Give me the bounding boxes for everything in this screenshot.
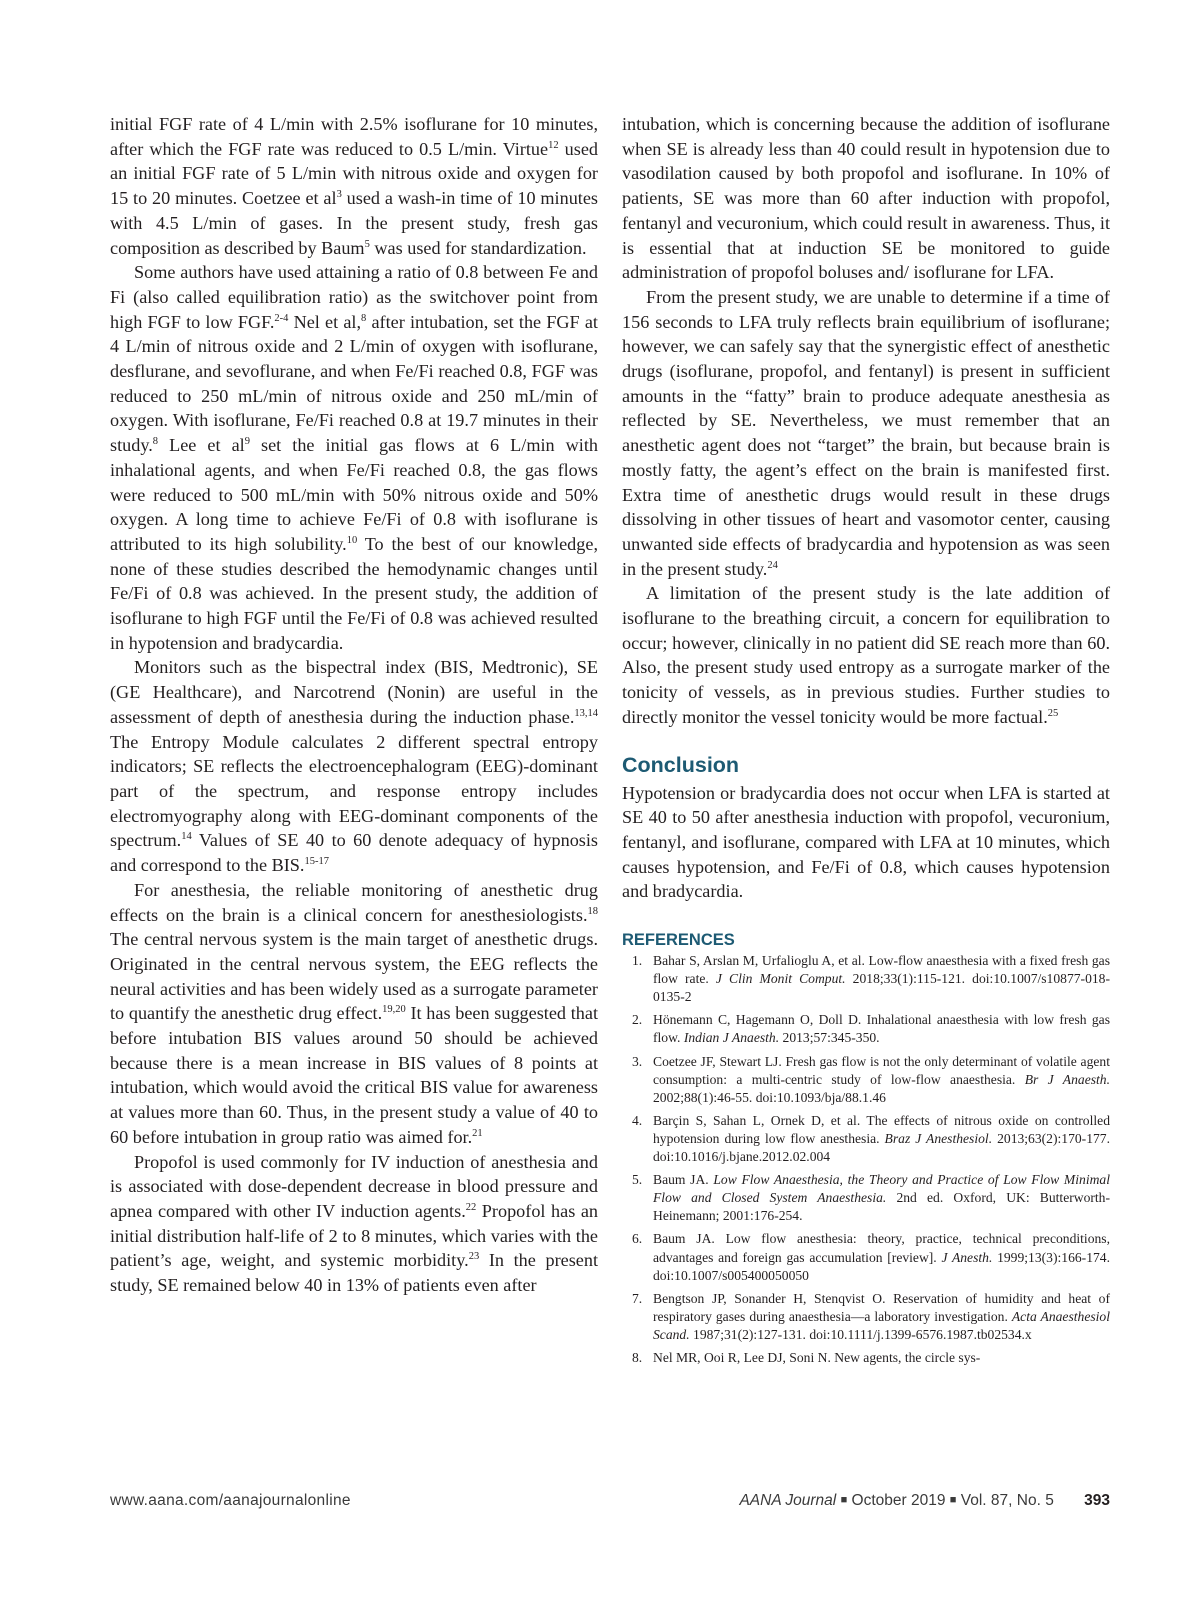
body-paragraph: Monitors such as the bispectral index (BIS, Medtronic), SE (GE Healthcare), and Narcotrend (Nonin) are useful in the assessment of depth of anesthesia during the induction phase.$^{13,14}$ The Entropy Module calculates 2 different spectral entropy indicators; SE reflects the electroencephalogram (EEG)-dominant part of the spectrum, and response entropy includes electromyography along with EEG-dominant components of the spectrum.$^{14}$ Values of SE 40 to 60 denote adequacy of hypnosis and correspond to the BIS.$^{15-17}$: [110, 657, 598, 876]
reference-item: 1. Bahar S, Arslan M, Urfalioglu A, et al. Low-flow anaesthesia with a fixed fresh gas flow rate. J Clin Monit Comput. 2018;33(1):115-121. doi:10.1007/s10877-018-0135-2: [632, 953, 1110, 1005]
references-heading: REFERENCES: [622, 931, 735, 950]
reference-number: 2.: [632, 1012, 643, 1028]
body-paragraph: initial FGF rate of 4 L/min with 2.5% isoflurane for 10 minutes, after which the FGF rate was reduced to 0.5 L/min. Virtue$^{12}$ used an initial FGF rate of 5 L/min with nitrous oxide and oxygen for 15 to 20 minutes. Coetzee et $al^3$ used a wash-in time of 10 minutes with 4.5 L/min of gases. In the present study, fresh gas composition as described by Baum$^5$ was used for standardization.: [110, 114, 598, 258]
citation-superscript: 25: [1047, 707, 1059, 719]
footer-separator: ■: [949, 1494, 957, 1506]
conclusion-paragraph: Hypotension or bradycardia does not occur when LFA is started at SE 40 to 50 after anesthesia induction with propofol, vecuronium, fentanyl, and isoflurane, compared with LFA at 10 minutes, which causes hypotension, and Fe/Fi of 0.8, which causes hypotension and bradycardia.: [622, 782, 1110, 902]
footer-separator: ■: [840, 1494, 848, 1506]
reference-item: 6. Baum JA. Low flow anesthesia: theory, practice, technical preconditions, advantages and foreign gas accumulation [review]. J Anesth. 1999;13(3):166-174. doi:10.1007/s005400050050: [632, 1231, 1110, 1283]
citation-superscript: 21: [472, 1127, 483, 1139]
citation-superscript: 13,14: [574, 707, 598, 719]
body-paragraph: intubation, which is concerning because the addition of isoflurane when SE is already less than 40 could result in hypotension due to vasodilation caused by both propofol and isoflurane. In 10% of patients, SE was more than 60 after induction with propofol, fentanyl and vecuronium, which could result in awareness. Thus, it is essential that at induction SE be monitored to guide administration of propofol boluses and/ isoflurane for LFA.: [622, 114, 1110, 283]
citation-superscript: 19,20: [382, 1004, 406, 1016]
body-paragraph: A limitation of the present study is the late addition of isoflurane to the breathing circuit, a concern for equilibration to occur; however, clinically in no patient did SE reach more than 60. Also, the present study used entropy as a surrogate marker of the tonicity of vessels, as in previous studies. Further studies to directly monitor the vessel tonicity would be more factual.$^{25}$: [622, 583, 1110, 727]
citation-superscript: 10: [346, 534, 358, 546]
citation-superscript: 3: [336, 189, 342, 201]
citation-superscript: 2-4: [274, 312, 289, 324]
right-column: [622, 112, 1110, 1372]
reference-number: 4.: [632, 1112, 643, 1128]
citation-superscript: 22: [465, 1201, 477, 1213]
footer-volume: Vol. 87, No. 5: [960, 1492, 1054, 1509]
footer-citation: [622, 1492, 1110, 1510]
body-paragraph: Propofol is used commonly for IV induction of anesthesia and is associated with dose-dependent decrease in blood pressure and apnea compared with other IV induction agents.$^{22}$ Propofol has an initial distribution half-life of 2 to 8 minutes, which varies with the patient’s age, weight, and systemic morbidity.$^{23}$ In the present study, SE remained below 40 in 13% of patients even after: [110, 1151, 599, 1296]
reference-item: 7. Bengtson JP, Sonander H, Stenqvist O. Reservation of humidity and heat of respiratory gases during anaesthesia—a laboratory investigation. Acta Anaesthesiol Scand. 1987;31(2):127-131. doi:10.1111/j.1399-6576.1987.tb02534.x: [632, 1290, 1110, 1342]
reference-item: 4. Barçin S, Sahan L, Ornek D, et al. The effects of nitrous oxide on controlled hypotension during low flow anesthesia. Braz J Anesthesiol. 2013;63(2):170-177. doi:10.1016/j.bjane.2012.02.004: [632, 1112, 1110, 1165]
references-list: [622, 952, 1110, 1367]
reference-number: 7.: [632, 1290, 643, 1306]
citation-superscript: 23: [468, 1251, 480, 1263]
citation-superscript: 15-17: [304, 856, 329, 868]
citation-superscript: 8: [152, 436, 159, 448]
reference-number: 5.: [632, 1172, 643, 1188]
journal-title: J Clin Monit Comput.: [715, 971, 846, 987]
journal-title: Indian J Anaesth.: [683, 1030, 780, 1046]
footer-date: October 2019: [851, 1492, 946, 1509]
journal-title: Br J Anaesth.: [1024, 1071, 1111, 1087]
journal-title: Braz J Anesthesiol.: [884, 1130, 993, 1146]
journal-title: Low Flow Anaesthesia, the Theory and Practice of Low Flow Minimal Flow and Closed System Anaesthesia.: [653, 1172, 1110, 1206]
reference-item: 3. Coetzee JF, Stewart LJ. Fresh gas flow is not the only determinant of volatile agent consumption: a multi-centric study of low-flow anaesthesia. Br J Anaesth. 2002;88(1):46-55. doi:10.1093/bja/88.1.46: [632, 1053, 1111, 1105]
reference-number: 3.: [632, 1053, 643, 1069]
footer-journal: AANA Journal: [739, 1492, 837, 1509]
reference-number: 6.: [632, 1231, 643, 1247]
citation-superscript: 9: [244, 436, 250, 448]
body-paragraph: Some authors have used attaining a ratio of 0.8 between Fe and Fi (also called equilibration ratio) as the switchover point from high FGF to low FGF.$^{2-4}$ Nel et al,$^8$ after intubation, set the FGF at 4 L/min of nitrous oxide and 2 L/min of oxygen with isoflurane, desflurane, and sevoflurane, and when Fe/Fi reached 0.8, FGF was reduced to 250 mL/min of nitrous oxide and 250 mL/min of oxygen. With isoflurane, Fe/Fi reached 0.8 at 19.7 minutes in their study.$^8$ Lee et $al^9$ set the initial gas flows at 6 L/min with inhalational agents, and when Fe/Fi reached 0.8, the gas flows were reduced to 500 mL/min with 50% nitrous oxide and 50% oxygen. A long time to achieve Fe/Fi of 0.8 with isoflurane is attributed to its high solubility.$^{10}$ To the best of our knowledge, none of these studies described the hemodynamic changes until Fe/Fi of 0.8 was achieved. In the present study, the addition of isoflurane to high FGF until the Fe/Fi of 0.8 was achieved resulted in hypotension and bradycardia.: [110, 262, 598, 653]
journal-title: J Anesth.: [941, 1249, 993, 1265]
left-column: [110, 112, 598, 1298]
citation-superscript: 12: [548, 139, 559, 151]
journal-title: Acta Anaesthesiol Scand.: [653, 1308, 1110, 1342]
footer-url: www.aana.com/aanajournalonline: [110, 1492, 351, 1509]
citation-superscript: 14: [181, 831, 192, 843]
page-number: 393: [1084, 1492, 1110, 1509]
citation-superscript: 18: [587, 905, 598, 917]
citation-superscript: 24: [767, 559, 778, 571]
citation-superscript: 8: [361, 312, 367, 324]
reference-number: 8.: [632, 1349, 643, 1365]
body-paragraph: For anesthesia, the reliable monitoring of anesthetic drug effects on the brain is a clinical concern for anesthesiologists.$^{18}$ The central nervous system is the main target of anesthetic drugs. Originated in the central nervous system, the EEG reflects the neural activities and has been widely used as a surrogate parameter to quantify the anesthetic drug effect.$^{19,20}$ It has been suggested that before intubation BIS values around 50 should be achieved because there is a mean increase in BIS values of 8 points at intubation, which would avoid the critical BIS value for awareness at values more than 60. Thus, in the present study a value of 40 to 60 before intubation in group ratio was aimed for.$^{21}$: [110, 879, 598, 1147]
conclusion-heading: Conclusion: [622, 752, 740, 777]
reference-item: 2. Hönemann C, Hagemann O, Doll D. Inhalational anaesthesia with low fresh gas flow. Indian J Anaesth. 2013;57:345-350.: [632, 1012, 1110, 1046]
reference-item: 8. Nel MR, Ooi R, Lee DJ, Soni N. New agents, the circle sys-: [622, 1349, 1110, 1367]
body-paragraph: From the present study, we are unable to determine if a time of 156 seconds to LFA truly reflects brain equilibrium of isoflurane; however, we can safely say that the synergistic effect of anesthetic drugs (isoflurane, propofol, and fentanyl) is present in sufficient amounts in the “fatty” brain to produce adequate anesthesia as reflected by SE. Nevertheless, we must remember that an anesthetic agent does not “target” the brain, but because brain is mostly fatty, the agent’s effect on the brain is manifested first. Extra time of anesthetic drugs would result in these drugs dissolving in other tissues of heart and vasomotor center, causing unwanted side effects of bradycardia and hypotension as was seen in the present study.$^{24}$: [622, 286, 1110, 579]
reference-item: 5. Baum JA. Low Flow Anaesthesia, the Theory and Practice of Low Flow Minimal Flow and Closed System Anaesthesia. 2nd ed. Oxford, UK: Butterworth-Heinemann; 2001:176-254.: [632, 1172, 1110, 1224]
citation-superscript: 5: [364, 238, 370, 250]
reference-number: 1.: [632, 953, 643, 969]
